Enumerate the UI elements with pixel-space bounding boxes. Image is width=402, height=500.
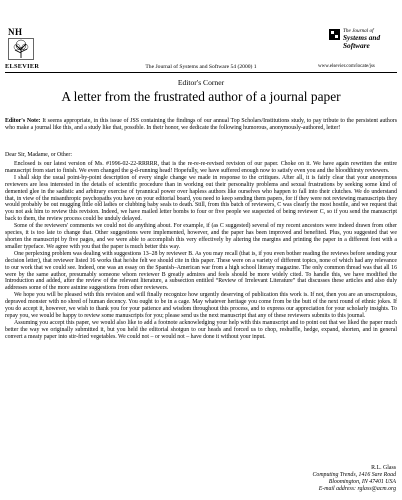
body-paragraph: Some of the reviewers' comments we could not do anything about. For example, if (as C suggested) several of my recent ancestors were indeed drawn from other species, it is too late to change that. Other suggestions were implemented, however, and the paper has been improved and benefited. Plus, you suggested that we shorten the manuscript by five pages, and we were able to accomplish this very effectively by altering the margins and printing the paper in a different font with a smaller typeface. We agree with you that the paper is much better this way. — [5, 223, 397, 250]
body-paragraph: Enclosed is our latest version of Ms. #1996-02-22-RRRRR, that is the re-re-re-revised revision of our paper. Choke on it. We have again rewritten the entire manuscript from start to finish. We even changed the g-d-running head! Hopefully, we have suffered enough now to satisfy even you and the bloodthirsty reviewers. — [5, 161, 397, 174]
jss-title-line2: Software — [343, 41, 370, 51]
body-paragraph: Assuming you accept this paper, we would also like to add a footnote acknowledging your help with this manuscript and to point out that we liked the paper much better the way we originally submitted it, but you held the editorial shotgun to our heads and forced us to chop, reshuffle, hedge, expand, shorten, and in general convert a meaty paper into stir-fried vegetables. We could not – or would not – have done it without your input. — [5, 319, 397, 340]
publisher-name: ELSEVIER — [5, 63, 40, 70]
editors-note — [5, 118, 397, 132]
editors-note-text: It seems appropriate, in this issue of JSS containing the findings of our annual Top Scholars/Institutions study, to pay tribute to the persistent authors who make a journal like this, and a study like that, possible. In their honor, we dedicate the following humorous, anonymously-authored, letter! — [5, 118, 397, 132]
elsevier-tree-logo-icon — [8, 38, 34, 60]
jss-the: The Journal of — [343, 28, 374, 34]
letter-body — [5, 161, 397, 341]
body-paragraph: We hope you will be pleased with this revision and will finally recognize how urgently deserving of publication this work is. If not, then you are an unscrupulous, depraved monster with no shred of human decency. You ought to be in a cage. May whatever heritage you come from be the butt of the next round of ethnic jokes. If you do accept it, however, we wish to thank you for your patience and wisdom throughout this process, and to express our appreciation for your scholarly insights. To repay you, we would be happy to review some manuscripts for you; please send us the next manuscript that any of these reviewers submits to this journal. — [5, 292, 397, 319]
journal-url: www.elsevier.com/locate/jss — [318, 64, 375, 69]
jss-logo-icon — [329, 29, 340, 40]
author-affiliation: Computing Trends, 1416 Sare Road — [312, 472, 396, 478]
author-email: E-mail address: rglass@acm.org — [318, 486, 396, 492]
salutation: Dear Sir, Madame, or Other: — [5, 152, 72, 158]
journal-citation: The Journal of Systems and Software 54 (2000) 1 — [145, 64, 257, 70]
editors-note-label: Editor's Note: — [5, 118, 41, 124]
jss-title-line1: Systems and — [343, 33, 381, 42]
publisher-monogram: NH — [8, 27, 23, 37]
header-divider — [5, 72, 397, 73]
body-paragraph: I shall skip the usual point-by-point description of every single change we made in response to the critiques. After all, it is fairly clear that your anonymous reviewers are less interested in the details of scientific procedure than in working out their personality problems and sexual frustrations by seeking some kind of demented glee in the sadistic and arbitrary exercise of tyrannical power over hapless authors like ourselves who happen to fall into their clutches. We do understand that, in view of the misanthropic psychopaths you have on your editorial board, you need to keep sending them papers, for if they were not reviewing manuscripts they would probably be out mugging little old ladies or clubbing baby seals to death. Still, from this batch of reviewers, C was clearly the most hostile, and we request that you not ask him to review this revision. Indeed, we have mailed letter bombs to four or five people we suspected of being reviewer C, so if you send the manuscript back to them, the review process could be unduly delayed. — [5, 174, 397, 223]
author-city: Bloomington, IN 47401 USA — [328, 479, 396, 485]
jss-title — [343, 34, 380, 50]
author-name: R.L. Glass — [371, 465, 396, 471]
article-title: A letter from the frustrated author of a journal paper — [61, 89, 341, 104]
section-label: Editor's Corner — [177, 78, 225, 87]
body-paragraph: One perplexing problem was dealing with suggestions 13–28 by reviewer B. As you may recall (that is, if you even bother reading the reviews before sending your decision letter), that reviewer listed 16 works that he/she felt we should cite in this paper. These were on a variety of different topics, none of which had any relevance to our work that we could see. Indeed, one was an essay on the Spanish–American war from a high school literary magazine. The only common thread was that all 16 were by the same author, presumably someone whom reviewer B greatly admires and feels should be more widely cited. To handle this, we have modified the Introduction and added, after the review of the relevant literature, a subsection entitled “Review of Irrelevant Literature” that discusses these articles and also duly addresses some of the more asinine suggestions from other reviewers. — [5, 250, 397, 292]
